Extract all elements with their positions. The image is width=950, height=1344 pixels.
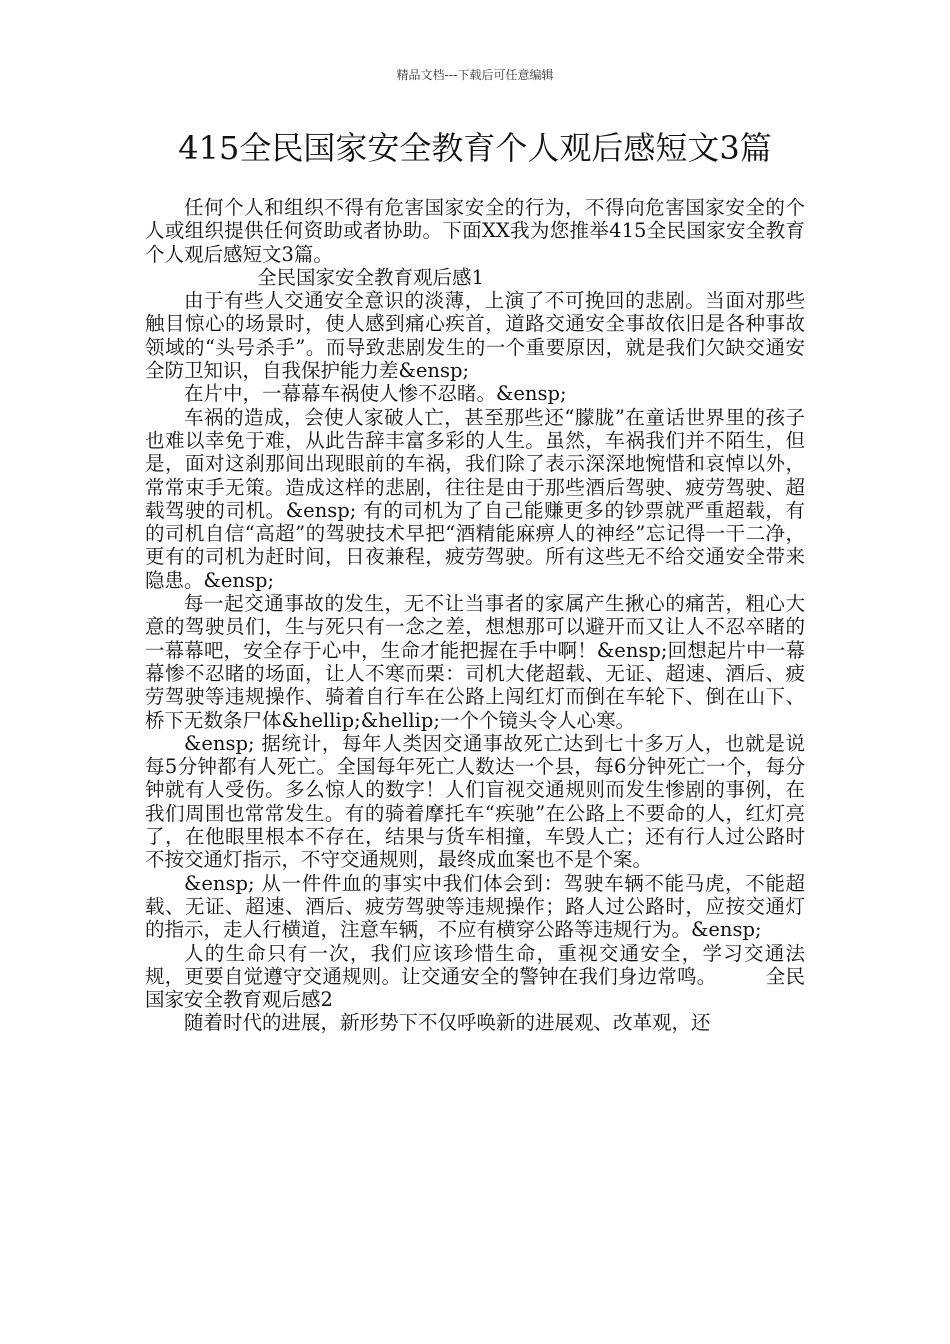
paragraph: 每一起交通事故的发生，无不让当事者的家属产生揪心的痛苦，粗心大意的驾驶员们，生与死只有一念之差，想想那可以避开而又让人不忍卒睹的一幕幕吧，安全存于心中，生命才能把握在手中啊！&ensp;回想起片中一幕幕惨不忍睹的场面，让人不寒而栗：司机大佬超载、无证、超速、酒后、疲劳驾驶等违规操作、骑着自行车在公路上闯红灯而倒在车轮下、倒在山下、桥下无数条尸体&hellip;&hellip;一个个镜头令人心寒。 [145, 592, 805, 732]
paragraph: &ensp; 从一件件血的事实中我们体会到：驾驶车辆不能马虎，不能超载、无证、超速、酒后、疲劳驾驶等违规操作；路人过公路时，应按交通灯的指示，走人行横道，注意车辆，不应有横穿公路等违规行为。&ensp; [145, 871, 805, 942]
section-heading-1: 全民国家安全教育观后感1 [257, 265, 484, 289]
document-body [145, 196, 805, 1035]
paragraph-with-heading-2: 人的生命只有一次，我们应该珍惜生命，重视交通安全，学习交通法规，更要自觉遵守交通规则。让交通安全的警钟在我们身边常鸣。 全民国家安全教育观后感2 [145, 941, 805, 1012]
paragraph: 由于有些人交通安全意识的淡薄，上演了不可挽回的悲剧。当面对那些触目惊心的场景时，使人感到痛心疾首，道路交通安全事故依旧是各种事故领域的“头号杀手”。而导致悲剧发生的一个重要原因，就是我们欠缺交通安全防卫知识，自我保护能力差&ensp; [145, 289, 805, 383]
paragraph: 车祸的造成，会使人家破人亡，甚至那些还“朦胧”在童话世界里的孩子也难以幸免于难，从此告辞丰富多彩的人生。虽然，车祸我们并不陌生，但是，面对这刹那间出现眼前的车祸，我们除了表示深深地惋惜和哀悼以外，常常束手无策。造成这样的悲剧，往往是由于那些酒后驾驶、疲劳驾驶、超载驾驶的司机。&ensp; 有的司机为了自己能赚更多的钞票就严重超载，有的司机自信“高超”的驾驶技术早把“酒精能麻痹人的神经”忘记得一干二净，更有的司机为赶时间，日夜兼程，疲劳驾驶。所有这些无不给交通安全带来隐患。&ensp; [145, 405, 805, 592]
paragraph: 在片中，一幕幕车祸使人惨不忍睹。&ensp; [184, 382, 567, 406]
header-note: 精品文档---下载后可任意编辑 [396, 68, 554, 82]
paragraph-intro: 任何个人和组织不得有危害国家安全的行为，不得向危害国家安全的个人或组织提供任何资助或者协助。下面XX我为您推举415全民国家安全教育个人观后感短文3篇。 [145, 196, 805, 266]
paragraph: 随着时代的进展，新形势下不仅呼唤新的进展观、改革观，还 [184, 1011, 711, 1035]
document-title: 415全民国家安全教育个人观后感短文3篇 [178, 129, 772, 167]
paragraph: &ensp; 据统计，每年人类因交通事故死亡达到七十多万人，也就是说每5分钟都有人死亡。全国每年死亡人数达一个县，每6分钟死亡一个，每分钟就有人受伤。多么惊人的数字！人们盲视交通规则而发生惨剧的事例，在我们周围也常常发生。有的骑着摩托车“疾驰”在公路上不要命的人，红灯亮了，在他眼里根本不存在，结果与货车相撞，车毁人亡；还有行人过公路时不按交通灯指示，不守交通规则，最终成血案也不是个案。 [145, 731, 805, 872]
